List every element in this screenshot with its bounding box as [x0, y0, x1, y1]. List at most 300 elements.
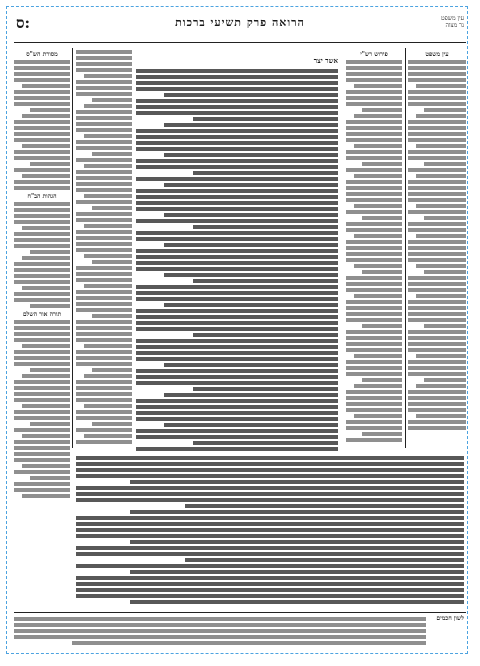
text-line	[14, 90, 70, 94]
text-line	[76, 218, 132, 222]
text-line	[14, 156, 70, 160]
text-line	[76, 398, 132, 402]
text-line	[14, 488, 70, 492]
text-line	[136, 201, 338, 205]
text-line	[136, 147, 338, 151]
text-line	[193, 333, 338, 337]
text-line	[72, 641, 426, 645]
text-line	[193, 441, 338, 445]
text-line	[408, 258, 466, 262]
text-line	[424, 108, 466, 112]
text-line	[408, 420, 466, 424]
text-line	[193, 225, 338, 229]
text-line	[76, 68, 132, 72]
text-line	[14, 214, 70, 218]
text-line	[136, 231, 338, 235]
text-line	[136, 207, 338, 211]
text-line	[346, 132, 402, 136]
text-line	[136, 327, 338, 331]
text-line	[76, 50, 132, 54]
text-line	[76, 236, 132, 240]
text-line	[92, 260, 132, 264]
text-line	[130, 540, 464, 544]
text-line	[354, 414, 402, 418]
text-line	[136, 81, 338, 85]
text-line	[346, 258, 402, 262]
text-line	[76, 80, 132, 84]
text-line	[346, 96, 402, 100]
text-line	[84, 344, 132, 348]
text-line	[354, 144, 402, 148]
text-line	[14, 410, 70, 414]
text-line	[30, 476, 70, 480]
text-line	[84, 134, 132, 138]
text-line	[76, 594, 464, 598]
text-line	[14, 326, 70, 330]
text-line	[408, 402, 466, 406]
text-line	[136, 345, 338, 349]
text-line	[408, 66, 466, 70]
text-line	[92, 314, 132, 318]
text-line	[84, 374, 132, 378]
text-line	[354, 234, 402, 238]
text-line	[76, 356, 132, 360]
text-line	[164, 153, 338, 157]
text-line	[136, 291, 338, 295]
text-line	[14, 428, 70, 432]
text-line	[354, 114, 402, 118]
text-line	[22, 84, 70, 88]
text-line	[346, 222, 402, 226]
text-line	[76, 534, 464, 538]
text-line	[84, 284, 132, 288]
text-line	[136, 267, 338, 271]
text-line	[22, 226, 70, 230]
text-line	[14, 338, 70, 342]
text-line	[136, 255, 338, 259]
text-line	[354, 84, 402, 88]
text-line	[84, 194, 132, 198]
text-line	[14, 126, 70, 130]
text-line	[76, 170, 132, 174]
text-line	[408, 348, 466, 352]
text-line	[84, 254, 132, 258]
tosafot-text	[76, 50, 132, 444]
text-line	[408, 360, 466, 364]
text-line	[185, 504, 464, 508]
text-line	[346, 420, 402, 424]
text-line	[346, 138, 402, 142]
text-line	[346, 276, 402, 280]
text-line	[424, 162, 466, 166]
text-line	[14, 332, 70, 336]
text-line	[14, 629, 426, 633]
text-line	[346, 390, 402, 394]
text-line	[30, 162, 70, 166]
text-line	[136, 75, 338, 79]
text-line	[76, 290, 132, 294]
text-line	[136, 339, 338, 343]
text-line	[346, 306, 402, 310]
text-line	[14, 150, 70, 154]
talmud-page	[14, 12, 466, 648]
text-line	[14, 102, 70, 106]
right-commentary-column	[408, 48, 466, 448]
text-line	[14, 208, 70, 212]
page-header	[14, 12, 466, 43]
text-line	[164, 93, 338, 97]
text-line	[346, 372, 402, 376]
text-line	[416, 174, 466, 178]
text-line	[76, 498, 464, 502]
text-line	[14, 398, 70, 402]
gemara-lines	[136, 69, 338, 452]
text-line	[76, 320, 132, 324]
text-line	[346, 240, 402, 244]
text-line	[76, 474, 464, 478]
text-line	[408, 306, 466, 310]
text-line	[22, 464, 70, 468]
text-line	[84, 164, 132, 168]
text-line	[408, 246, 466, 250]
page-number: ס:	[16, 14, 31, 32]
text-line	[346, 288, 402, 292]
text-line	[22, 404, 70, 408]
text-line	[408, 342, 466, 346]
text-line	[346, 228, 402, 232]
text-line	[30, 304, 70, 308]
text-line	[408, 126, 466, 130]
text-line	[354, 384, 402, 388]
text-line	[84, 104, 132, 108]
text-line	[76, 416, 132, 420]
text-line	[416, 354, 466, 358]
text-line	[346, 438, 402, 442]
text-line	[30, 250, 70, 254]
text-line	[14, 132, 70, 136]
text-line	[76, 486, 464, 490]
text-line	[14, 470, 70, 474]
text-line	[346, 396, 402, 400]
text-line	[76, 62, 132, 66]
text-line	[164, 213, 338, 217]
text-line	[136, 69, 338, 73]
text-line	[136, 447, 338, 451]
text-line	[346, 426, 402, 430]
text-line	[408, 282, 466, 286]
text-line	[14, 220, 70, 224]
text-line	[136, 105, 338, 109]
left-sub-heading-2: תורה אור השלם	[22, 311, 62, 318]
text-line	[136, 297, 338, 301]
text-line	[408, 60, 466, 64]
text-line	[14, 482, 70, 486]
text-line	[408, 156, 466, 160]
text-line	[76, 576, 464, 580]
text-line	[136, 195, 338, 199]
text-line	[346, 330, 402, 334]
text-line	[346, 282, 402, 286]
text-line	[346, 366, 402, 370]
text-line	[14, 452, 70, 456]
text-line	[76, 128, 132, 132]
text-line	[14, 60, 70, 64]
text-line	[76, 588, 464, 592]
text-line	[346, 402, 402, 406]
text-line	[136, 369, 338, 373]
text-line	[130, 570, 464, 574]
main-lead-word: אשר יצר	[313, 56, 338, 65]
text-line	[346, 408, 402, 412]
text-line	[22, 256, 70, 260]
text-line	[164, 303, 338, 307]
text-line	[362, 108, 402, 112]
text-line	[408, 372, 466, 376]
text-line	[130, 600, 464, 604]
text-line	[136, 315, 338, 319]
text-line	[416, 234, 466, 238]
text-line	[346, 120, 402, 124]
text-line	[22, 114, 70, 118]
text-line	[136, 237, 338, 241]
text-line	[408, 276, 466, 280]
text-line	[408, 150, 466, 154]
text-line	[14, 78, 70, 82]
text-line	[346, 198, 402, 202]
text-line	[408, 336, 466, 340]
text-line	[76, 278, 132, 282]
text-line	[346, 90, 402, 94]
text-line	[362, 270, 402, 274]
text-line	[14, 458, 70, 462]
text-line	[14, 380, 70, 384]
text-line	[362, 324, 402, 328]
text-line	[76, 440, 132, 444]
text-line	[76, 266, 132, 270]
text-line	[193, 387, 338, 391]
text-line	[416, 114, 466, 118]
text-line	[408, 312, 466, 316]
text-line	[416, 414, 466, 418]
text-line	[136, 309, 338, 313]
continuation-lines	[76, 456, 464, 604]
text-line	[408, 120, 466, 124]
text-line	[136, 261, 338, 265]
left-margin-column	[14, 48, 70, 608]
text-line	[76, 564, 464, 568]
text-line	[346, 72, 402, 76]
text-line	[136, 159, 338, 163]
text-line	[14, 440, 70, 444]
text-line	[76, 516, 464, 520]
text-line	[14, 298, 70, 302]
text-line	[346, 126, 402, 130]
text-line	[22, 344, 70, 348]
header-right-note: עין משפט נר מצוה	[441, 15, 464, 29]
text-line	[76, 326, 132, 330]
text-line	[76, 350, 132, 354]
text-line	[76, 552, 464, 556]
text-line	[76, 92, 132, 96]
text-line	[14, 416, 70, 420]
text-line	[136, 141, 338, 145]
text-line	[76, 386, 132, 390]
text-line	[408, 168, 466, 172]
text-line	[14, 362, 70, 366]
text-line	[136, 375, 338, 379]
text-line	[408, 186, 466, 190]
text-line	[416, 264, 466, 268]
text-line	[346, 168, 402, 172]
text-line	[346, 348, 402, 352]
text-line	[76, 116, 132, 120]
text-line	[354, 204, 402, 208]
text-line	[408, 180, 466, 184]
text-line	[424, 378, 466, 382]
gemara-main-text	[136, 48, 338, 452]
text-line	[14, 617, 426, 621]
text-line	[193, 171, 338, 175]
text-line	[76, 462, 464, 466]
text-line	[346, 252, 402, 256]
text-line	[76, 528, 464, 532]
text-line	[346, 192, 402, 196]
text-line	[346, 312, 402, 316]
left-margin-heading: מסורת הש"ס	[26, 51, 58, 58]
text-line	[346, 186, 402, 190]
left-sub-heading-1: הגהות הב"ח	[27, 193, 57, 200]
text-line	[22, 374, 70, 378]
text-line	[362, 216, 402, 220]
glossary-lines	[14, 615, 426, 647]
text-line	[76, 296, 132, 300]
text-line	[76, 468, 464, 472]
text-line	[164, 183, 338, 187]
text-line	[164, 393, 338, 397]
text-line	[136, 165, 338, 169]
text-line	[408, 210, 466, 214]
text-line	[408, 228, 466, 232]
text-line	[408, 366, 466, 370]
text-line	[346, 78, 402, 82]
text-line	[424, 324, 466, 328]
text-line	[92, 206, 132, 210]
text-line	[76, 456, 464, 460]
text-line	[76, 380, 132, 384]
text-line	[14, 446, 70, 450]
text-line	[185, 558, 464, 562]
text-line	[408, 78, 466, 82]
text-line	[76, 392, 132, 396]
text-line	[76, 176, 132, 180]
text-line	[30, 422, 70, 426]
text-line	[136, 429, 338, 433]
text-line	[22, 174, 70, 178]
text-line	[416, 144, 466, 148]
text-line	[408, 222, 466, 226]
text-line	[136, 111, 338, 115]
text-line	[22, 286, 70, 290]
text-line	[346, 156, 402, 160]
text-line	[408, 408, 466, 412]
text-line	[14, 274, 70, 278]
text-line	[164, 123, 338, 127]
text-line	[76, 248, 132, 252]
text-line	[164, 363, 338, 367]
text-line	[346, 60, 402, 64]
text-line	[76, 122, 132, 126]
text-line	[164, 243, 338, 247]
text-line	[14, 392, 70, 396]
text-line	[14, 262, 70, 266]
text-line	[14, 350, 70, 354]
left-margin-text-2	[14, 202, 70, 308]
text-line	[362, 162, 402, 166]
text-line	[76, 546, 464, 550]
rashi-column	[346, 48, 402, 448]
text-line	[76, 338, 132, 342]
right-commentary-heading: עין משפט	[425, 51, 449, 58]
text-line	[408, 390, 466, 394]
text-line	[346, 66, 402, 70]
text-line	[424, 270, 466, 274]
text-line	[14, 138, 70, 142]
text-line	[92, 152, 132, 156]
text-line	[193, 279, 338, 283]
text-line	[346, 102, 402, 106]
text-line	[30, 108, 70, 112]
text-line	[346, 180, 402, 184]
rashi-heading: פירוש רש"י	[360, 51, 388, 58]
text-line	[130, 480, 464, 484]
text-line	[14, 96, 70, 100]
text-line	[136, 381, 338, 385]
text-line	[14, 280, 70, 284]
text-line	[76, 522, 464, 526]
text-line	[346, 360, 402, 364]
page-title: הרואה פרק תשיעי ברכות	[175, 16, 305, 29]
text-line	[14, 66, 70, 70]
text-line	[416, 204, 466, 208]
text-line	[14, 356, 70, 360]
tosafot-column	[76, 48, 132, 448]
text-line	[22, 434, 70, 438]
text-line	[92, 422, 132, 426]
text-line	[14, 386, 70, 390]
text-line	[362, 432, 402, 436]
text-line	[408, 138, 466, 142]
rashi-text	[346, 60, 402, 442]
text-line	[408, 240, 466, 244]
text-line	[136, 357, 338, 361]
text-line	[84, 434, 132, 438]
text-line	[136, 135, 338, 139]
text-line	[76, 272, 132, 276]
text-line	[14, 202, 70, 206]
text-line	[14, 238, 70, 242]
text-line	[408, 426, 466, 430]
text-line	[76, 362, 132, 366]
text-line	[76, 242, 132, 246]
text-line	[30, 368, 70, 372]
text-line	[346, 336, 402, 340]
text-line	[14, 120, 70, 124]
text-line	[14, 186, 70, 190]
text-line	[76, 146, 132, 150]
text-line	[408, 96, 466, 100]
text-line	[14, 72, 70, 76]
text-line	[354, 354, 402, 358]
